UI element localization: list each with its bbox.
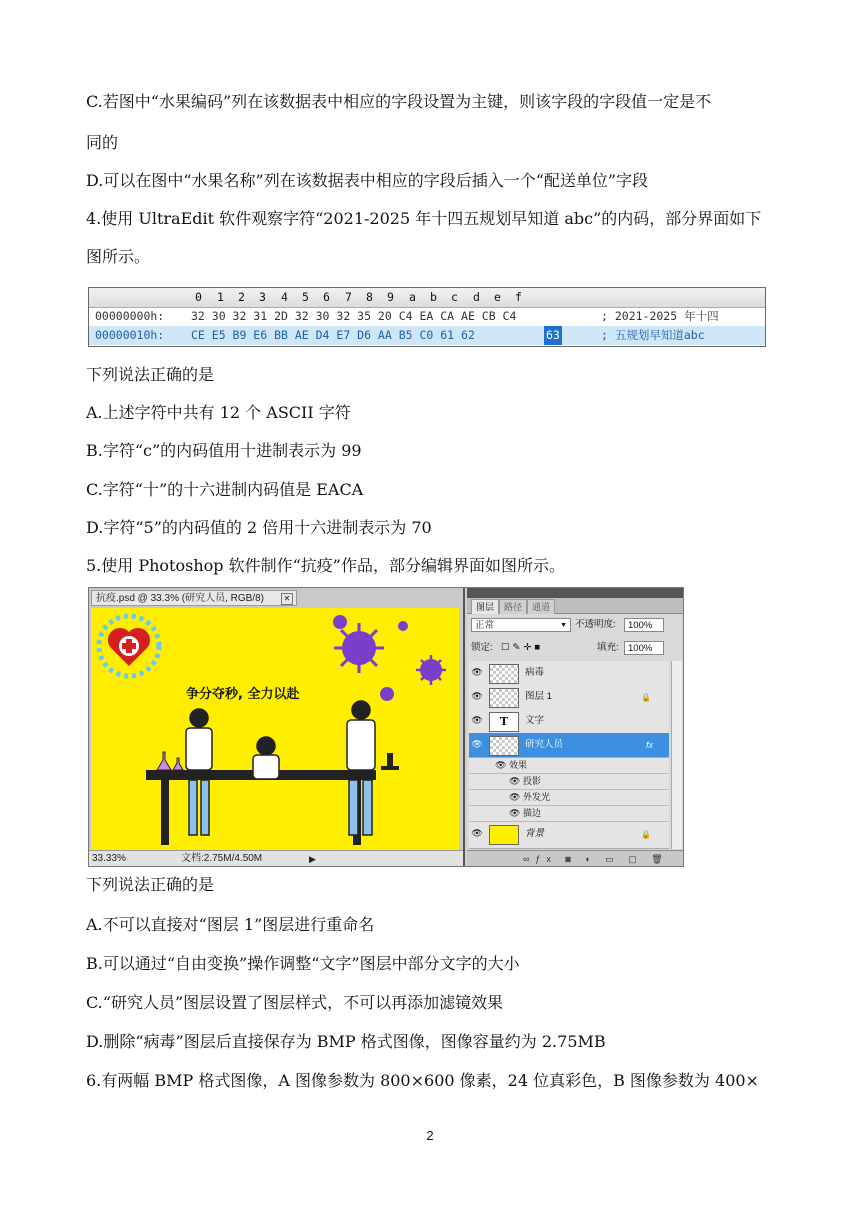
photoshop-screenshot [88, 587, 684, 867]
eye-icon[interactable]: 👁 [471, 667, 483, 677]
ruler-digit: 2 [238, 290, 245, 304]
lock-icon: 🔒 [641, 830, 651, 839]
layer-row-text[interactable] [469, 709, 669, 734]
hex-row [89, 307, 765, 326]
ruler-digit: 6 [323, 290, 330, 304]
fill-label: 填充: [597, 642, 619, 653]
layer-name: 图层 1 [525, 691, 552, 702]
status-bar [89, 850, 463, 867]
ruler-digit: 7 [345, 290, 352, 304]
eye-icon[interactable]: 👁 [471, 828, 483, 838]
question-line: 5.使用 Photoshop 软件制作“抗疫”作品，部分编辑界面如图所示。 [86, 556, 565, 575]
ruler-digit: 5 [302, 290, 309, 304]
document-tab-title: 抗疫.psd @ 33.3% (研究人员, RGB/8) [96, 593, 264, 604]
layer-name: 背景 [525, 828, 545, 839]
flask-icon [157, 752, 183, 770]
play-arrow-icon[interactable]: ▶ [309, 854, 316, 864]
option-b: B.可以通过“自由变换”操作调整“文字”图层中部分文字的大小 [86, 954, 520, 973]
hex-text: ; 2021-2025 年十四 [601, 309, 719, 323]
zoom-level[interactable]: 33.33% [92, 853, 126, 864]
opacity-input[interactable] [624, 618, 664, 632]
ruler-digit: 4 [281, 290, 288, 304]
ruler-digit: e [494, 290, 501, 304]
option-d: D.字符“5”的内码值的 2 倍用十六进制表示为 70 [86, 518, 432, 537]
effect-name: 投影 [523, 776, 542, 786]
layer-name: 病毒 [525, 667, 545, 678]
eye-icon[interactable]: 👁 [471, 739, 483, 749]
question-line: C.若图中“水果编码”列在该数据表中相应的字段设置为主键，则该字段的字段值一定是不 [86, 92, 712, 111]
ruler-digit: d [473, 290, 480, 304]
fx-icon[interactable]: fx [645, 740, 653, 750]
chevron-down-icon: ▼ [560, 622, 567, 629]
eye-icon[interactable]: 👁 [471, 715, 483, 725]
effect-drop-shadow[interactable] [469, 774, 669, 790]
text-layer-thumbnail: T [489, 712, 519, 732]
option-d: D.删除“病毒”图层后直接保存为 BMP 格式图像，图像容量约为 2.75MB [86, 1032, 606, 1051]
opacity-label: 不透明度: [575, 619, 616, 630]
blend-mode-select[interactable] [471, 618, 571, 632]
ruler-digit: a [409, 290, 416, 304]
eye-icon[interactable]: 👁 [509, 776, 521, 786]
option-a: A.不可以直接对“图层 1”图层进行重命名 [86, 915, 375, 934]
panel-toolbar [467, 850, 683, 867]
hex-row-selected [89, 326, 765, 345]
canvas-artwork [91, 608, 459, 850]
ruler-digit: f [515, 290, 522, 304]
effects-group[interactable] [469, 758, 669, 774]
eye-icon[interactable]: 👁 [495, 760, 507, 770]
microscope-icon [381, 753, 399, 770]
option-c: C.字符“十”的十六进制内码值是 EACA [86, 480, 364, 499]
option-b: B.字符“c”的内码值用十进制表示为 99 [86, 441, 362, 460]
tab-layers[interactable]: 图层 [471, 599, 499, 614]
eye-icon[interactable]: 👁 [471, 691, 483, 701]
ruler-digit: c [451, 290, 458, 304]
eye-icon[interactable]: 👁 [509, 792, 521, 802]
blend-mode-value: 正常 [475, 620, 495, 631]
effect-name: 外发光 [523, 792, 551, 802]
question-line: 同的 [86, 133, 119, 152]
eye-icon[interactable]: 👁 [509, 808, 521, 818]
opacity-value: 100% [628, 620, 653, 631]
canvas[interactable] [91, 608, 459, 850]
ruler-digit: 3 [259, 290, 266, 304]
layer-row-background[interactable] [469, 822, 669, 849]
ruler-digit: 1 [217, 290, 224, 304]
layer-row-layer1[interactable] [469, 685, 669, 710]
layer-thumbnail [489, 688, 519, 708]
ruler-digit: 9 [387, 290, 394, 304]
document-window [89, 588, 465, 866]
document-tab[interactable] [91, 590, 297, 606]
hex-text: ; 五规划早知道abc [601, 328, 705, 342]
effects-title: 效果 [509, 760, 528, 770]
lock-label: 锁定: [471, 642, 493, 653]
fill-value: 100% [628, 643, 653, 654]
hex-address: 00000000h: [95, 309, 165, 323]
lock-icon: 🔒 [641, 693, 651, 702]
tab-channels[interactable]: 通道 [527, 599, 555, 614]
question-prompt: 下列说法正确的是 [86, 365, 215, 384]
layer-name: 文字 [525, 715, 545, 726]
ruler-digit: 0 [195, 290, 202, 304]
effect-stroke[interactable] [469, 806, 669, 822]
layer-row-virus[interactable] [469, 661, 669, 686]
researcher-figure-icon [186, 701, 375, 835]
hex-bytes: CE E5 B9 E6 BB AE D4 E7 D6 AA B5 C0 61 62 [191, 328, 475, 342]
slogan-text: 争分夺秒, 全力以赴 [186, 687, 300, 702]
hex-bytes: 32 30 32 31 2D 32 30 32 35 20 C4 EA CA AE CB C4 [191, 309, 517, 323]
layer-name: 研究人员 [525, 739, 564, 750]
ruler-digit: 8 [366, 290, 373, 304]
layer-thumbnail [489, 736, 519, 756]
layer-thumbnail [489, 825, 519, 845]
page-number: 2 [426, 1128, 434, 1143]
layer-thumbnail [489, 664, 519, 684]
virus-icon [333, 615, 446, 701]
effect-outer-glow[interactable] [469, 790, 669, 806]
question-line: 6.有两幅 BMP 格式图像，A 图像参数为 800×600 像素，24 位真彩色，B 图像参数为 400× [86, 1071, 759, 1090]
layer-row-researchers[interactable] [469, 733, 669, 758]
fill-input[interactable] [624, 641, 664, 655]
red-cross-emblem-icon [99, 616, 159, 676]
option-a: A.上述字符中共有 12 个 ASCII 字符 [86, 403, 351, 422]
effect-name: 描边 [523, 808, 542, 818]
tab-paths[interactable]: 路径 [499, 599, 527, 614]
hex-address: 00000010h: [95, 328, 165, 342]
scrollbar[interactable] [671, 661, 682, 849]
layers-panel [467, 588, 683, 866]
panel-tabs [467, 598, 683, 614]
hex-column-ruler [89, 288, 765, 308]
close-icon[interactable]: ✕ [281, 593, 293, 605]
lab-table-icon [146, 770, 376, 845]
lock-icons[interactable]: ☐✎✛■ [501, 642, 544, 653]
hex-highlighted-byte[interactable]: 63 [544, 326, 562, 345]
option-c: C.“研究人员”图层设置了图层样式，不可以再添加滤镜效果 [86, 993, 504, 1012]
question-prompt: 下列说法正确的是 [86, 875, 215, 894]
ruler-digit: b [430, 290, 437, 304]
document-size-info: 文档:2.75M/4.50M [181, 853, 263, 864]
question-line: D.可以在图中“水果名称”列在该数据表中相应的字段后插入一个“配送单位”字段 [86, 171, 649, 190]
ultraedit-hex-view [88, 287, 766, 347]
question-line: 图所示。 [86, 247, 151, 266]
panel-header [467, 588, 683, 598]
question-line: 4.使用 UltraEdit 软件观察字符“2021-2025 年十四五规划早知道 abc”的内码，部分界面如下 [86, 209, 762, 228]
panel-toolbar-icons[interactable]: ∞ƒx ◙ ◐ ▭ ▢ 🗑 [523, 854, 669, 864]
